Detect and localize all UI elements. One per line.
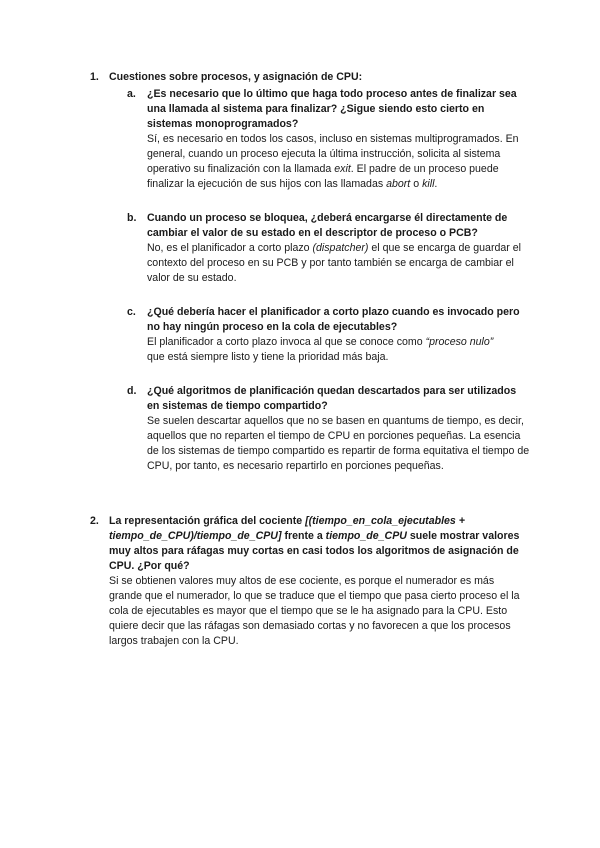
question-2-variable: tiempo_de_CPU [325, 530, 407, 542]
answer-c-proceso-nulo: “proceso nulo” [425, 336, 494, 348]
subquestion-c-question: ¿Qué debería hacer el planificador a corto plazo cuando es invocado pero no hay ningún proceso en la cola de ejecutables? [147, 306, 520, 333]
subquestion-a [127, 87, 530, 192]
answer-a-text-2: . El padre de un proceso puede finalizar la ejecución de sus hijos con las llamadas [147, 163, 499, 190]
subquestion-d [127, 384, 530, 474]
subquestion-a-answer [147, 132, 530, 192]
subquestion-d-question: ¿Qué algoritmos de planificación quedan descartados para ser utilizados en sistemas de tiempo compartido? [147, 385, 517, 412]
subquestion-c-answer [147, 335, 530, 365]
answer-a-text-3: o [413, 178, 420, 190]
subquestion-c-letter: c. [127, 306, 136, 318]
answer-a-abort: abort [386, 178, 411, 190]
question-2-number: 2. [90, 515, 99, 527]
question-2-text-1: La representación gráfica del cociente [109, 515, 303, 527]
subquestion-a-question: ¿Es necesario que lo último que haga todo proceso antes de finalizar sea una llamada al sistema para finalizar? ¿Sigue siendo esto cierto en sistemas monoprogramados? [147, 88, 517, 130]
answer-a-exit: exit [334, 163, 351, 175]
subquestion-d-letter: d. [127, 385, 137, 397]
answer-c-text-1: El planificador a corto plazo invoca al que se conoce como [147, 336, 423, 348]
answer-b-text-2: el que se encarga de guardar el contexto del proceso en su PCB y por tanto también se encarga de cambiar el valor de su estado. [147, 242, 521, 284]
answer-b-text-1: No, es el planificador a corto plazo [147, 242, 310, 254]
answer-a-text-1: Sí, es necesario en todos los casos, incluso en sistemas multiprogramados. En general, cuando un proceso ejecuta la última instrucción, solicita al sistema operativo su finalización con la llamada [147, 133, 519, 175]
answer-a-text-4: . [434, 178, 438, 190]
answer-c-text-2: que está siempre listo y tiene la prioridad más baja. [147, 351, 389, 363]
subquestion-d-answer: Se suelen descartar aquellos que no se basen en quantums de tiempo, es decir, aquellos que no reparten el tiempo de CPU en porciones pequeñas. La esencia de los sistemas de tiempo compartido es repartir de forma equitativa el tiempo de CPU, por tanto, es necesario repartirlo en porciones pequeñas. [147, 415, 530, 472]
question-2-formula: [(tiempo_en_cola_ejecutables + tiempo_de_CPU)/tiempo_de_CPU] [109, 515, 465, 542]
question-1-title: Cuestiones sobre procesos, y asignación de CPU: [109, 71, 363, 83]
subquestion-b-question: Cuando un proceso se bloquea, ¿deberá encargarse él directamente de cambiar el valor de su estado en el descriptor de proceso o PCB? [147, 212, 508, 239]
question-2-text-3: suele mostrar valores muy altos para ráfagas muy cortas en casi todos los algoritmos de asignación de CPU. ¿Por qué? [109, 530, 520, 572]
question-2-body [109, 514, 530, 649]
answer-a-kill: kill [422, 178, 435, 190]
subquestion-b-answer [147, 241, 530, 286]
question-1-number: 1. [90, 71, 99, 83]
question-2-text-2: frente a [284, 530, 323, 542]
subquestion-b-letter: b. [127, 212, 137, 224]
subquestion-a-letter: a. [127, 88, 136, 100]
answer-b-dispatcher: (dispatcher) [312, 242, 369, 254]
subquestion-c [127, 305, 530, 365]
subquestion-b [127, 211, 530, 286]
question-2-question [109, 514, 530, 574]
question-2 [90, 514, 530, 649]
question-2-answer: Si se obtienen valores muy altos de ese cociente, es porque el numerador es más grande que el numerador, lo que se traduce que el tiempo que pasa cierto proceso el la cola de ejecutables es mayor que el tiempo que se le ha asignado para la CPU. Esto quiere decir que las ráfagas son demasiado cortas y no favorecen a que los procesos largos trabajen con la CPU. [109, 575, 520, 647]
question-1 [90, 70, 530, 474]
